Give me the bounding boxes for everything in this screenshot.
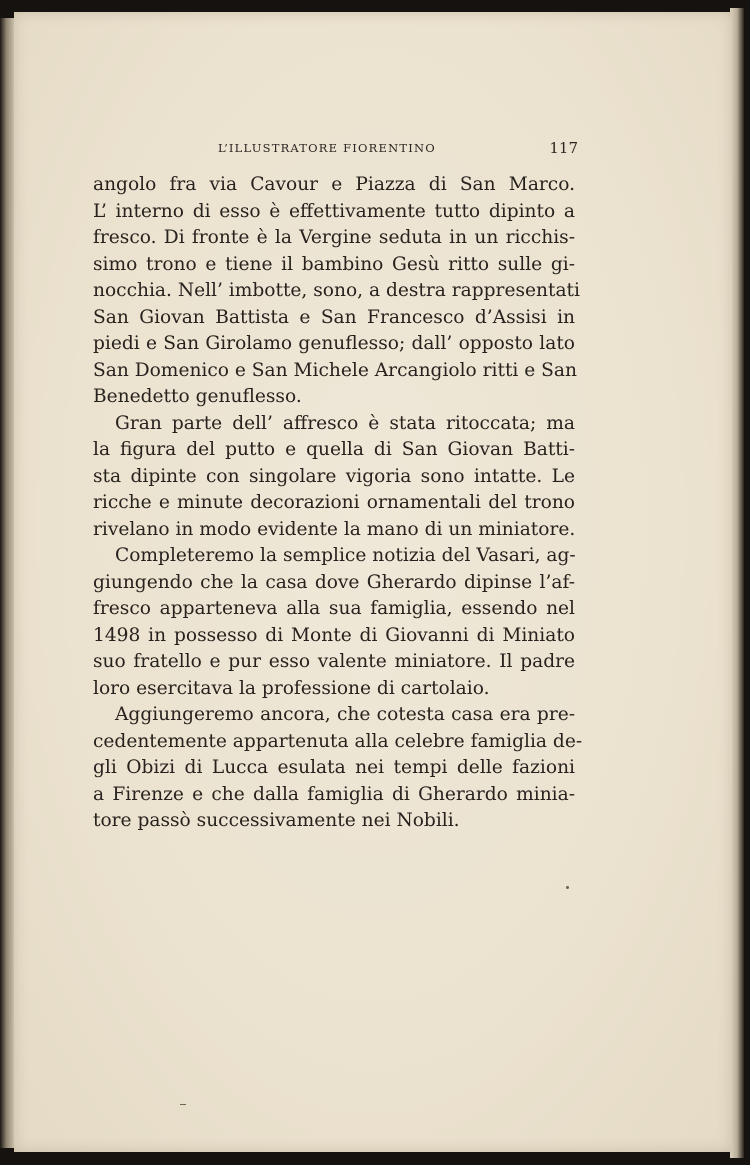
paper-speck xyxy=(180,1104,186,1105)
text-line: loro esercitava la professione di cartolaio. xyxy=(93,677,490,699)
text-line: giungendo che la casa dove Gherardo dipinse l’af- xyxy=(93,571,575,593)
text-line: nocchia. Nell’ imbotte, sono, a destra rappresentati xyxy=(93,280,580,301)
page-fore-edge xyxy=(730,8,744,1158)
text-line: San Giovan Battista e San Francesco d’Assisi in xyxy=(93,306,575,328)
text-line: rivelano in modo evidente la mano di un miniatore. xyxy=(93,518,576,540)
text-line: fresco apparteneva alla sua famiglia, essendo nel xyxy=(93,598,575,619)
text-line: Aggiungeremo ancora, che cotesta casa era pre- xyxy=(115,704,575,725)
text-line: a Firenze e che dalla famiglia di Gherardo minia- xyxy=(93,783,575,805)
text-line: Gran parte dell’ affresco è stata ritoccata; ma xyxy=(115,412,575,434)
text-line: L’ interno di esso è effettivamente tutto dipinto a xyxy=(93,200,575,222)
text-line: angolo fra via Cavour e Piazza di San Marco. xyxy=(93,174,575,195)
text-line: simo trono e tiene il bambino Gesù ritto sulle gi- xyxy=(93,253,575,275)
page-number: 117 xyxy=(549,139,578,157)
text-line: 1498 in possesso di Monte di Giovanni di Miniato xyxy=(93,624,575,646)
text-line: Benedetto genuflesso. xyxy=(93,386,302,407)
paragraph xyxy=(93,411,575,544)
text-line: ricche e minute decorazioni ornamentali del trono xyxy=(93,492,575,513)
text-line: gli Obizi di Lucca esulata nei tempi delle fazioni xyxy=(93,757,575,778)
text-line: piedi e San Girolamo genuflesso; dall’ opposto lato xyxy=(93,333,575,354)
paper-speck xyxy=(566,886,569,889)
text-line: sta dipinte con singolare vigoria sono intatte. Le xyxy=(93,465,575,487)
text-line: San Domenico e San Michele Arcangiolo ritti e San xyxy=(93,359,577,381)
body-text xyxy=(93,172,583,835)
paragraph xyxy=(93,172,580,411)
text-line: suo fratello e pur esso valente miniatore. Il padre xyxy=(93,651,575,672)
text-line: fresco. Di fronte è la Vergine seduta in un ricchis- xyxy=(93,227,575,248)
text-line: tore passò successivamente nei Nobili. xyxy=(93,810,460,831)
running-head: L’ILLUSTRATORE FIORENTINO xyxy=(218,141,436,155)
paragraph xyxy=(93,543,575,702)
text-line: la figura del putto e quella di San Giovan Batti- xyxy=(93,439,575,460)
text-line: cedentemente appartenuta alla celebre famiglia de- xyxy=(93,730,583,752)
text-line: Completeremo la semplice notizia del Vasari, ag- xyxy=(115,545,576,566)
paragraph xyxy=(93,702,583,835)
page-header xyxy=(218,141,578,161)
